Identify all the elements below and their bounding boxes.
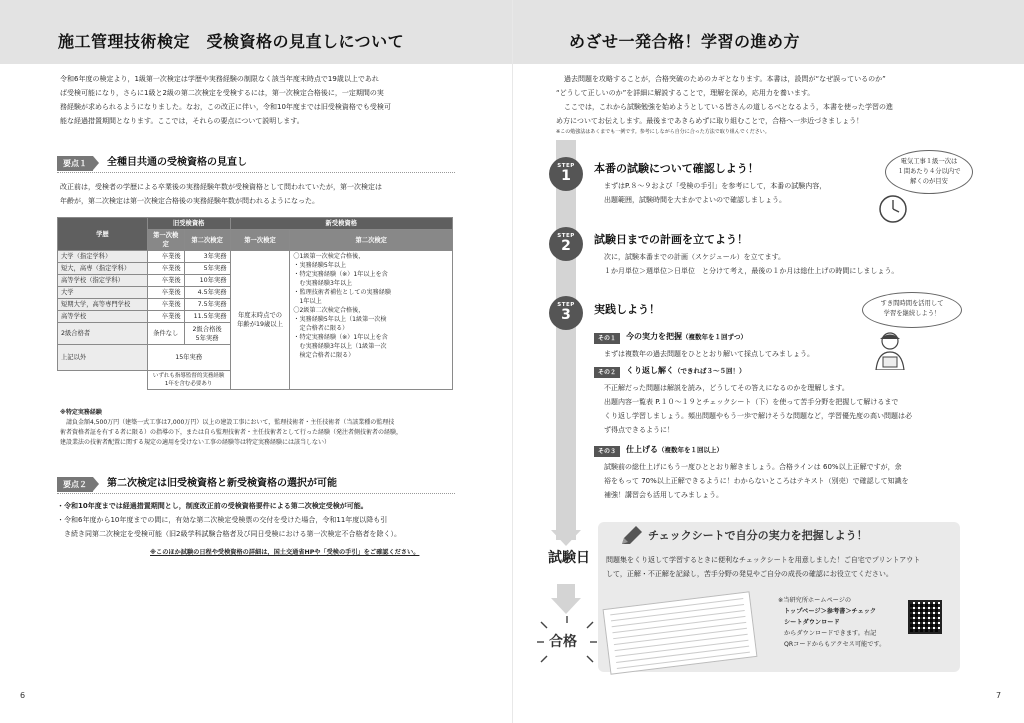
sub3-body (604, 460, 964, 502)
edu-cell: 短大，高専（指定学科） (58, 263, 148, 275)
step2-body (604, 250, 964, 278)
down-arrow-icon (551, 520, 581, 546)
sub3-heading (626, 444, 723, 456)
point1-title: 全種目共通の受検資格の見直し (107, 157, 247, 168)
point2-badge: 要点２ (57, 477, 93, 492)
qualification-table (57, 217, 453, 390)
left-page-title: 施工管理技術検定 受検資格の見直しについて (58, 32, 405, 51)
exam-day-label: 試験日 (548, 550, 590, 566)
years-cell: 3年実務 (184, 251, 230, 263)
intro-line: 過去問題を攻略することが，合格突破のためのカギとなります。本書は，設問が“なぜ誤っているのか” (564, 75, 886, 83)
sub3-subtitle: （複数年を１回以上） (658, 446, 723, 454)
download-instructions (778, 595, 908, 650)
tip-bubble-2: すき間時間を活用して 学習を継続しよう！ (862, 292, 962, 328)
new-second-cell: 〇1級第一次検定合格後， ・実務経験5年以上 ・特定実務経験（※）1年以上を含 む実務経験3年以上 ・監理技術者補佐としての実務経験 1年以上 〇2級第二次検定合格後， ・実務経験5年以上（1級第一次検 定合格者に限る） ・特定実務経験（※）1年以上を含 む実務経験3年以上（1級第一次 検定合格者に限る） (290, 251, 453, 390)
years-cell: 7.5年実務 (184, 299, 230, 311)
step-number: 3 (561, 307, 571, 323)
sub2-line: くり返し学習しましょう。頻出問題やもう一歩で解けそうな問題など，学習優先度の高い問題は必 (604, 412, 912, 420)
step-number: 1 (561, 168, 571, 184)
step-flow-bar (556, 140, 576, 540)
years-cell: 11.5年実務 (184, 311, 230, 323)
grad-cell: 卒業後 (147, 275, 184, 287)
step-number: 2 (561, 238, 571, 254)
grad-cell: 卒業後 (147, 251, 184, 263)
step2-line: 次に，試験本番までの計画（スケジュール）を立てます。 (604, 253, 786, 261)
intro-line: 能な経過措置期間となります。ここでは，それらの要点について説明します。 (60, 117, 304, 125)
years-cell: 15年実務 (147, 345, 230, 371)
step3-title: 実践しよう！ (594, 303, 660, 316)
point1-body (60, 180, 460, 208)
step1-line: 出題範囲，試験時間を大まかでよいので確認しましょう。 (604, 196, 786, 204)
step1-body (604, 179, 894, 207)
cond-cell: 条件なし (147, 323, 184, 345)
th-old-qual: 旧受検資格 (147, 218, 230, 230)
edu-cell: 上記以外 (58, 345, 148, 371)
tip-bubble-1: 電気工事１級一次は １問あたり４分以内で 解くのが目安 (885, 150, 973, 194)
down-arrow-icon (551, 584, 581, 614)
right-header-band (513, 0, 1024, 64)
step1-line: まずはP.８～９および「受検の手引」を参考にして，本番の試験内容， (604, 182, 827, 190)
page-number-right: 7 (996, 691, 1002, 700)
intro-line: 務経験が求められるようになりました。なお，この改正に伴い，令和10年度までは旧受検資格でも受検可 (60, 103, 391, 111)
sub1-heading (626, 331, 747, 343)
th-old-second: 第二次検定 (184, 230, 230, 251)
note-line: 建設業法の技術者配置に関する規定の適用を受けない工事の経験等は特定実務経験には該当しない） (60, 439, 331, 446)
step1-circle (549, 157, 583, 191)
th-new-first: 第一次検定 (230, 230, 290, 251)
sub1-tag: その１ (594, 333, 620, 344)
pass-label: 合格 (549, 634, 577, 650)
qr-code-icon[interactable] (908, 600, 942, 634)
grad-cell: 卒業後 (147, 311, 184, 323)
edu-cell: 短期大学，高等専門学校 (58, 299, 148, 311)
dl-line: トップページ＞参考書＞チェック (784, 608, 877, 615)
note-cell: いずれも指導監督的実務経験 1年を含む必要あり (147, 371, 230, 390)
sub3-line: 試験前の総仕上げにもう一度ひととおり解きましょう。合格ラインは 60%以上正解ですが，余 (604, 463, 902, 471)
point1-line: 改正前は，受検者の学歴による卒業後の実務経験年数が受検資格として問われていたが，第一次検定は (60, 183, 382, 191)
th-new-second: 第二次検定 (290, 230, 453, 251)
checksheet-title: チェックシートで自分の実力を把握しよう！ (648, 529, 868, 542)
sub2-tag: その２ (594, 367, 620, 378)
edu-cell: 高等学校（指定学科） (58, 275, 148, 287)
sub2-line: ず得点できるように！ (604, 426, 674, 434)
point1-divider (57, 172, 455, 173)
point2-bullet: ・令和6年度から10年度までの間に，有効な第二次検定受検票の交付を受けた場合，令和11年度以降も引 (57, 516, 388, 524)
special-exp-note (60, 408, 460, 448)
sub2-title: くり返し解く (626, 366, 674, 375)
sub3-tag: その３ (594, 446, 620, 457)
sub3-title: 仕上げる (626, 445, 658, 454)
years-cell: 4.5年実務 (184, 287, 230, 299)
point2-bullet: き続き同第二次検定を受検可能（旧2級学科試験合格者及び同日受検における第一次検定不合格者を除く）。 (57, 530, 401, 538)
step-label: STEP (557, 302, 575, 308)
note-title: ※特定実務経験 (60, 409, 102, 416)
point2-divider (57, 493, 455, 494)
edu-cell: 高等学校 (58, 311, 148, 323)
checksheet-line: 問題集をくり返して学習するときに便利なチェックシートを用意しました！ご自宅でプリントアウト (606, 556, 921, 564)
point1-line: 年齢が，第二次検定は第一次検定合格後の実務経験年数が問われるようになった。 (60, 197, 319, 205)
grad-cell: 卒業後 (147, 263, 184, 275)
intro-line: “どうして正しいのか”を詳細に解説することで，理解を深め，応用力を養います。 (556, 89, 815, 97)
step1-title: 本番の試験について確認しよう！ (594, 162, 759, 175)
sub2-line: 出題内容一覧表 P.１０～１９とチェックシート（下）を使って苦手分野を把握して解けるまで (604, 398, 899, 406)
left-header-band (0, 0, 512, 64)
intro-line: ば受検可能になり，さらに1級と2級の第二次検定を受検するには，第一次検定合格後に，一定期間の実 (60, 89, 384, 97)
dl-line: からダウンロードできます。右記 (784, 630, 877, 637)
step2-circle (549, 227, 583, 261)
note-line: 請負金額4,500万円（建築一式工事は7,000万円）以上の建設工事において，監理技術者・主任技術者（当該業種の監理技 (66, 419, 395, 426)
grad-cell: 卒業後 (147, 299, 184, 311)
note-line: 術者資格者証を有する者に限る）の指導の下，または自ら監理技術者・主任技術者として行った経験（発注者側技術者の経験， (60, 429, 403, 436)
th-new-qual: 新受検資格 (230, 218, 452, 230)
sub2-line: 不正解だった問題は解説を読み，どうしてその答えになるのかを理解します。 (604, 384, 849, 392)
point2-title: 第二次検定は旧受検資格と新受検資格の選択が可能 (107, 478, 337, 489)
intro-line: め方についてお伝えします。最後まであきらめずに取り組むことで，合格へ一歩近づきましょう！ (556, 117, 864, 125)
intro-line: 令和6年度の検定より，1級第一次検定は学歴や実務経験の制限なく該当年度末時点で19歳以上であれ (60, 75, 379, 83)
years-cell: 10年実務 (184, 275, 230, 287)
checksheet-body (606, 553, 956, 581)
pencil-icon (620, 526, 642, 546)
left-intro (60, 72, 460, 128)
sub1-body: まずは複数年の過去問題をひととおり解いて採点してみましょう。 (604, 350, 814, 358)
step3-circle (549, 296, 583, 330)
years-cell: 2級合格後 5年実務 (184, 323, 230, 345)
edu-cell: 大学 (58, 287, 148, 299)
sub2-body (604, 381, 964, 437)
point1-badge: 要点１ (57, 156, 93, 171)
dl-line: シートダウンロード (784, 619, 840, 626)
pass-burst (535, 614, 599, 666)
intro-note: ※この勉強法はあくまでも一例です。参考にしながら自分に合った方法で取り組んでください。 (556, 129, 770, 135)
sub3-line: 補強！講習会も活用してみましょう。 (604, 491, 723, 499)
point2-bullet: ・令和10年度までは経過措置期間とし，制度改正前の受検資格要件による第二次検定受検が可能。 (57, 502, 368, 510)
step-label: STEP (557, 233, 575, 239)
sub3-line: 裕をもって 70%以上正解できるように！わからないところはテキスト（別売）で確認して知識を (604, 477, 909, 485)
step2-title: 試験日までの計画を立てよう！ (594, 233, 748, 246)
step-label: STEP (557, 163, 575, 169)
dl-line: QRコードからもアクセス可能です。 (784, 641, 886, 648)
table-row (58, 251, 453, 263)
edu-cell: 2級合格者 (58, 323, 148, 345)
sub2-heading (626, 365, 746, 377)
edu-cell: 大学（指定学科） (58, 251, 148, 263)
clock-icon (877, 193, 909, 225)
sub1-subtitle: （複数年を１回ずつ） (682, 333, 747, 341)
right-intro (556, 72, 976, 137)
checksheet-line: して，正解・不正解を記録し，苦手分野の発見やご自分の成長の確認にお役立てください。 (606, 570, 893, 578)
new-first-cell: 年度末時点での 年齢が19歳以上 (230, 251, 290, 390)
point2-body (57, 499, 459, 541)
point2-note: ※このほか試験の日程や受検資格の詳細は，国土交通省HPや「受検の手引」をご確認ください。 (150, 549, 420, 556)
right-page-title: めざせ一発合格！学習の進め方 (569, 32, 801, 51)
sub1-title: 今の実力を把握 (626, 332, 682, 341)
th-education: 学歴 (58, 218, 148, 251)
intro-line: ここでは，これから試験勉強を始めようとしている皆さんの道しるべとなるよう，本書を使った学習の進 (564, 103, 893, 111)
th-old-first: 第一次検定 (147, 230, 184, 251)
step2-line: １か月単位＞週単位＞日単位 と分けて考え，最後の１か月は総仕上げの時間にしましょう。 (604, 267, 899, 275)
dl-line: ※当研究所ホームページの (778, 597, 852, 604)
grad-cell: 卒業後 (147, 287, 184, 299)
page-number-left: 6 (20, 691, 26, 700)
sub2-subtitle: （できれば３～５回！） (674, 367, 746, 375)
years-cell: 5年実務 (184, 263, 230, 275)
